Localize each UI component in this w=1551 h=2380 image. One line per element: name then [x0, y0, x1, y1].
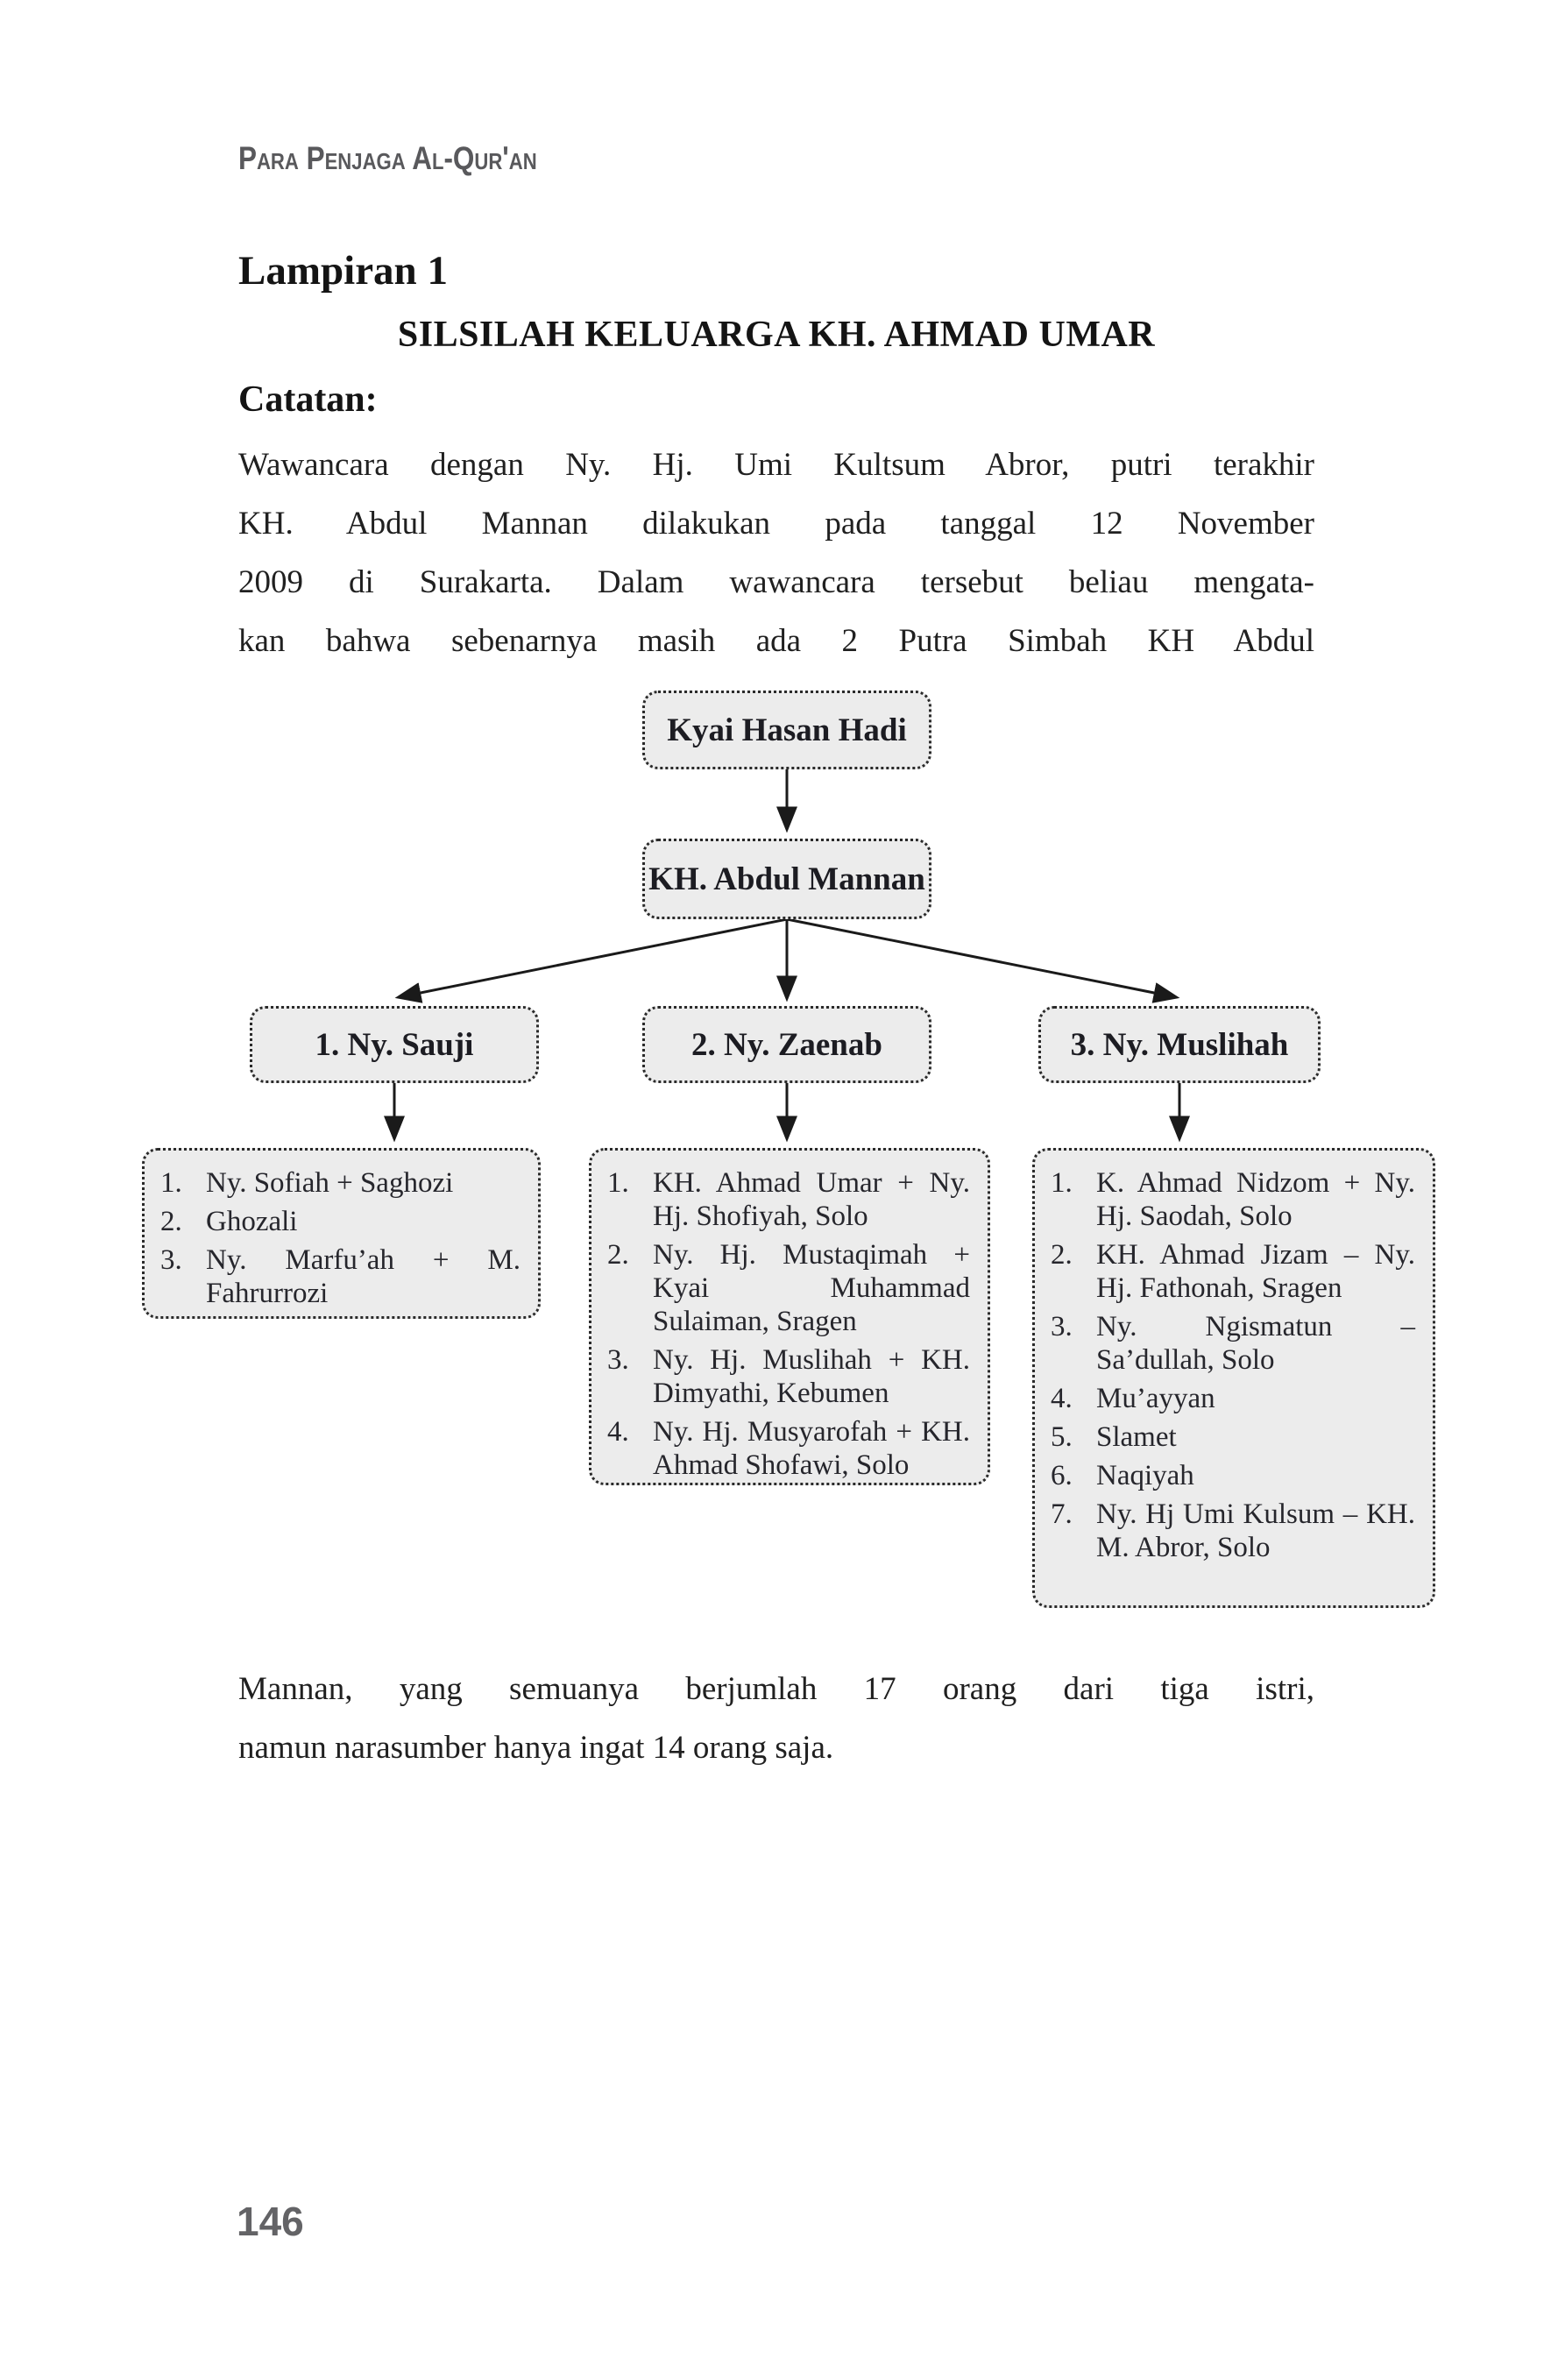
note-label: Catatan:	[238, 379, 378, 420]
child-item-number: 1.	[607, 1167, 629, 1199]
child-list-item	[607, 1166, 970, 1233]
child-item-text: Ghozali	[206, 1206, 298, 1237]
child-item-text: KH. Ahmad Umar + Ny. Hj. Shofiyah, Solo	[653, 1167, 970, 1232]
paragraph-top-line-4: kan bahwa sebenarnya masih ada 2 Putra Simbah KH Abdul	[238, 623, 1314, 659]
child-item-text: Mu’ayyan	[1096, 1383, 1215, 1414]
child-item-number: 1.	[1051, 1167, 1073, 1199]
child-item-text: K. Ahmad Nidzom + Ny. Hj. Saodah, Solo	[1096, 1167, 1415, 1232]
node-father: KH. Abdul Mannan	[642, 839, 931, 919]
child-list-item	[1051, 1420, 1415, 1454]
child-item-text: Ny. Sofiah + Saghozi	[206, 1167, 454, 1199]
node-grandfather: Kyai Hasan Hadi	[642, 691, 931, 769]
child-list-item	[607, 1238, 970, 1338]
node-wife-3: 3. Ny. Muslihah	[1038, 1006, 1321, 1083]
child-item-number: 2.	[1051, 1239, 1073, 1271]
child-item-number: 6.	[1051, 1460, 1073, 1491]
child-list-item	[1051, 1382, 1415, 1415]
child-item-text: Ny. Ngismatun – Sa’dullah, Solo	[1096, 1311, 1415, 1376]
child-item-text: Ny. Hj. Muslihah + KH. Dimyathi, Kebumen	[653, 1344, 970, 1409]
child-list-item	[1051, 1166, 1415, 1233]
child-item-text: Ny. Hj Umi Kulsum – KH. M. Abror, Solo	[1096, 1498, 1415, 1563]
child-list-item	[160, 1166, 521, 1200]
paragraph-top-line-1: Wawancara dengan Ny. Hj. Umi Kultsum Abror, putri terakhir	[238, 447, 1314, 483]
children-box-wife-2	[589, 1148, 990, 1485]
child-list-item	[1051, 1498, 1415, 1564]
child-item-text: KH. Ahmad Jizam – Ny. Hj. Fathonah, Sragen	[1096, 1239, 1415, 1304]
page-title: SILSILAH KELUARGA KH. AHMAD UMAR	[397, 315, 1156, 355]
child-item-number: 5.	[1051, 1421, 1073, 1453]
children-box-wife-3	[1032, 1148, 1435, 1608]
child-item-text: Ny. Hj. Mustaqimah + Kyai Muhammad Sulaiman, Sragen	[653, 1239, 970, 1337]
child-list-item	[1051, 1310, 1415, 1377]
family-tree-diagram	[0, 684, 1551, 1621]
paragraph-bottom-line-1: Mannan, yang semuanya berjumlah 17 orang dari tiga istri,	[238, 1671, 1314, 1707]
child-item-number: 3.	[607, 1344, 629, 1376]
appendix-label: Lampiran 1	[238, 248, 448, 294]
child-item-number: 2.	[160, 1206, 182, 1237]
node-wife-1: 1. Ny. Sauji	[250, 1006, 539, 1083]
child-item-text: Ny. Marfu’ah + M. Fahrurrozi	[206, 1244, 521, 1309]
child-item-number: 2.	[607, 1239, 629, 1271]
child-item-number: 1.	[160, 1167, 182, 1199]
child-item-text: Ny. Hj. Musyarofah + KH. Ahmad Shofawi, Solo	[653, 1416, 970, 1481]
page-number: 146	[237, 2199, 304, 2244]
child-item-number: 7.	[1051, 1498, 1073, 1530]
child-list-item	[607, 1343, 970, 1410]
child-item-number: 3.	[1051, 1311, 1073, 1342]
paragraph-top-line-3: 2009 di Surakarta. Dalam wawancara tersebut beliau mengata-	[238, 564, 1314, 600]
paragraph-bottom-line-2: namun narasumber hanya ingat 14 orang saja.	[238, 1730, 834, 1766]
node-wife-2: 2. Ny. Zaenab	[642, 1006, 931, 1083]
running-header: Para Penjaga Al-Qur'an	[238, 140, 537, 176]
child-list-item	[1051, 1238, 1415, 1305]
paragraph-top-line-2: KH. Abdul Mannan dilakukan pada tanggal 12 November	[238, 506, 1314, 542]
child-item-number: 4.	[607, 1416, 629, 1448]
child-list-item	[160, 1243, 521, 1310]
child-list-item	[607, 1415, 970, 1482]
child-item-number: 4.	[1051, 1383, 1073, 1414]
child-list-item	[1051, 1459, 1415, 1492]
children-box-wife-1	[142, 1148, 541, 1319]
child-list-item	[160, 1205, 521, 1238]
child-item-text: Naqiyah	[1096, 1460, 1194, 1491]
child-item-text: Slamet	[1096, 1421, 1177, 1453]
child-item-number: 3.	[160, 1244, 182, 1276]
